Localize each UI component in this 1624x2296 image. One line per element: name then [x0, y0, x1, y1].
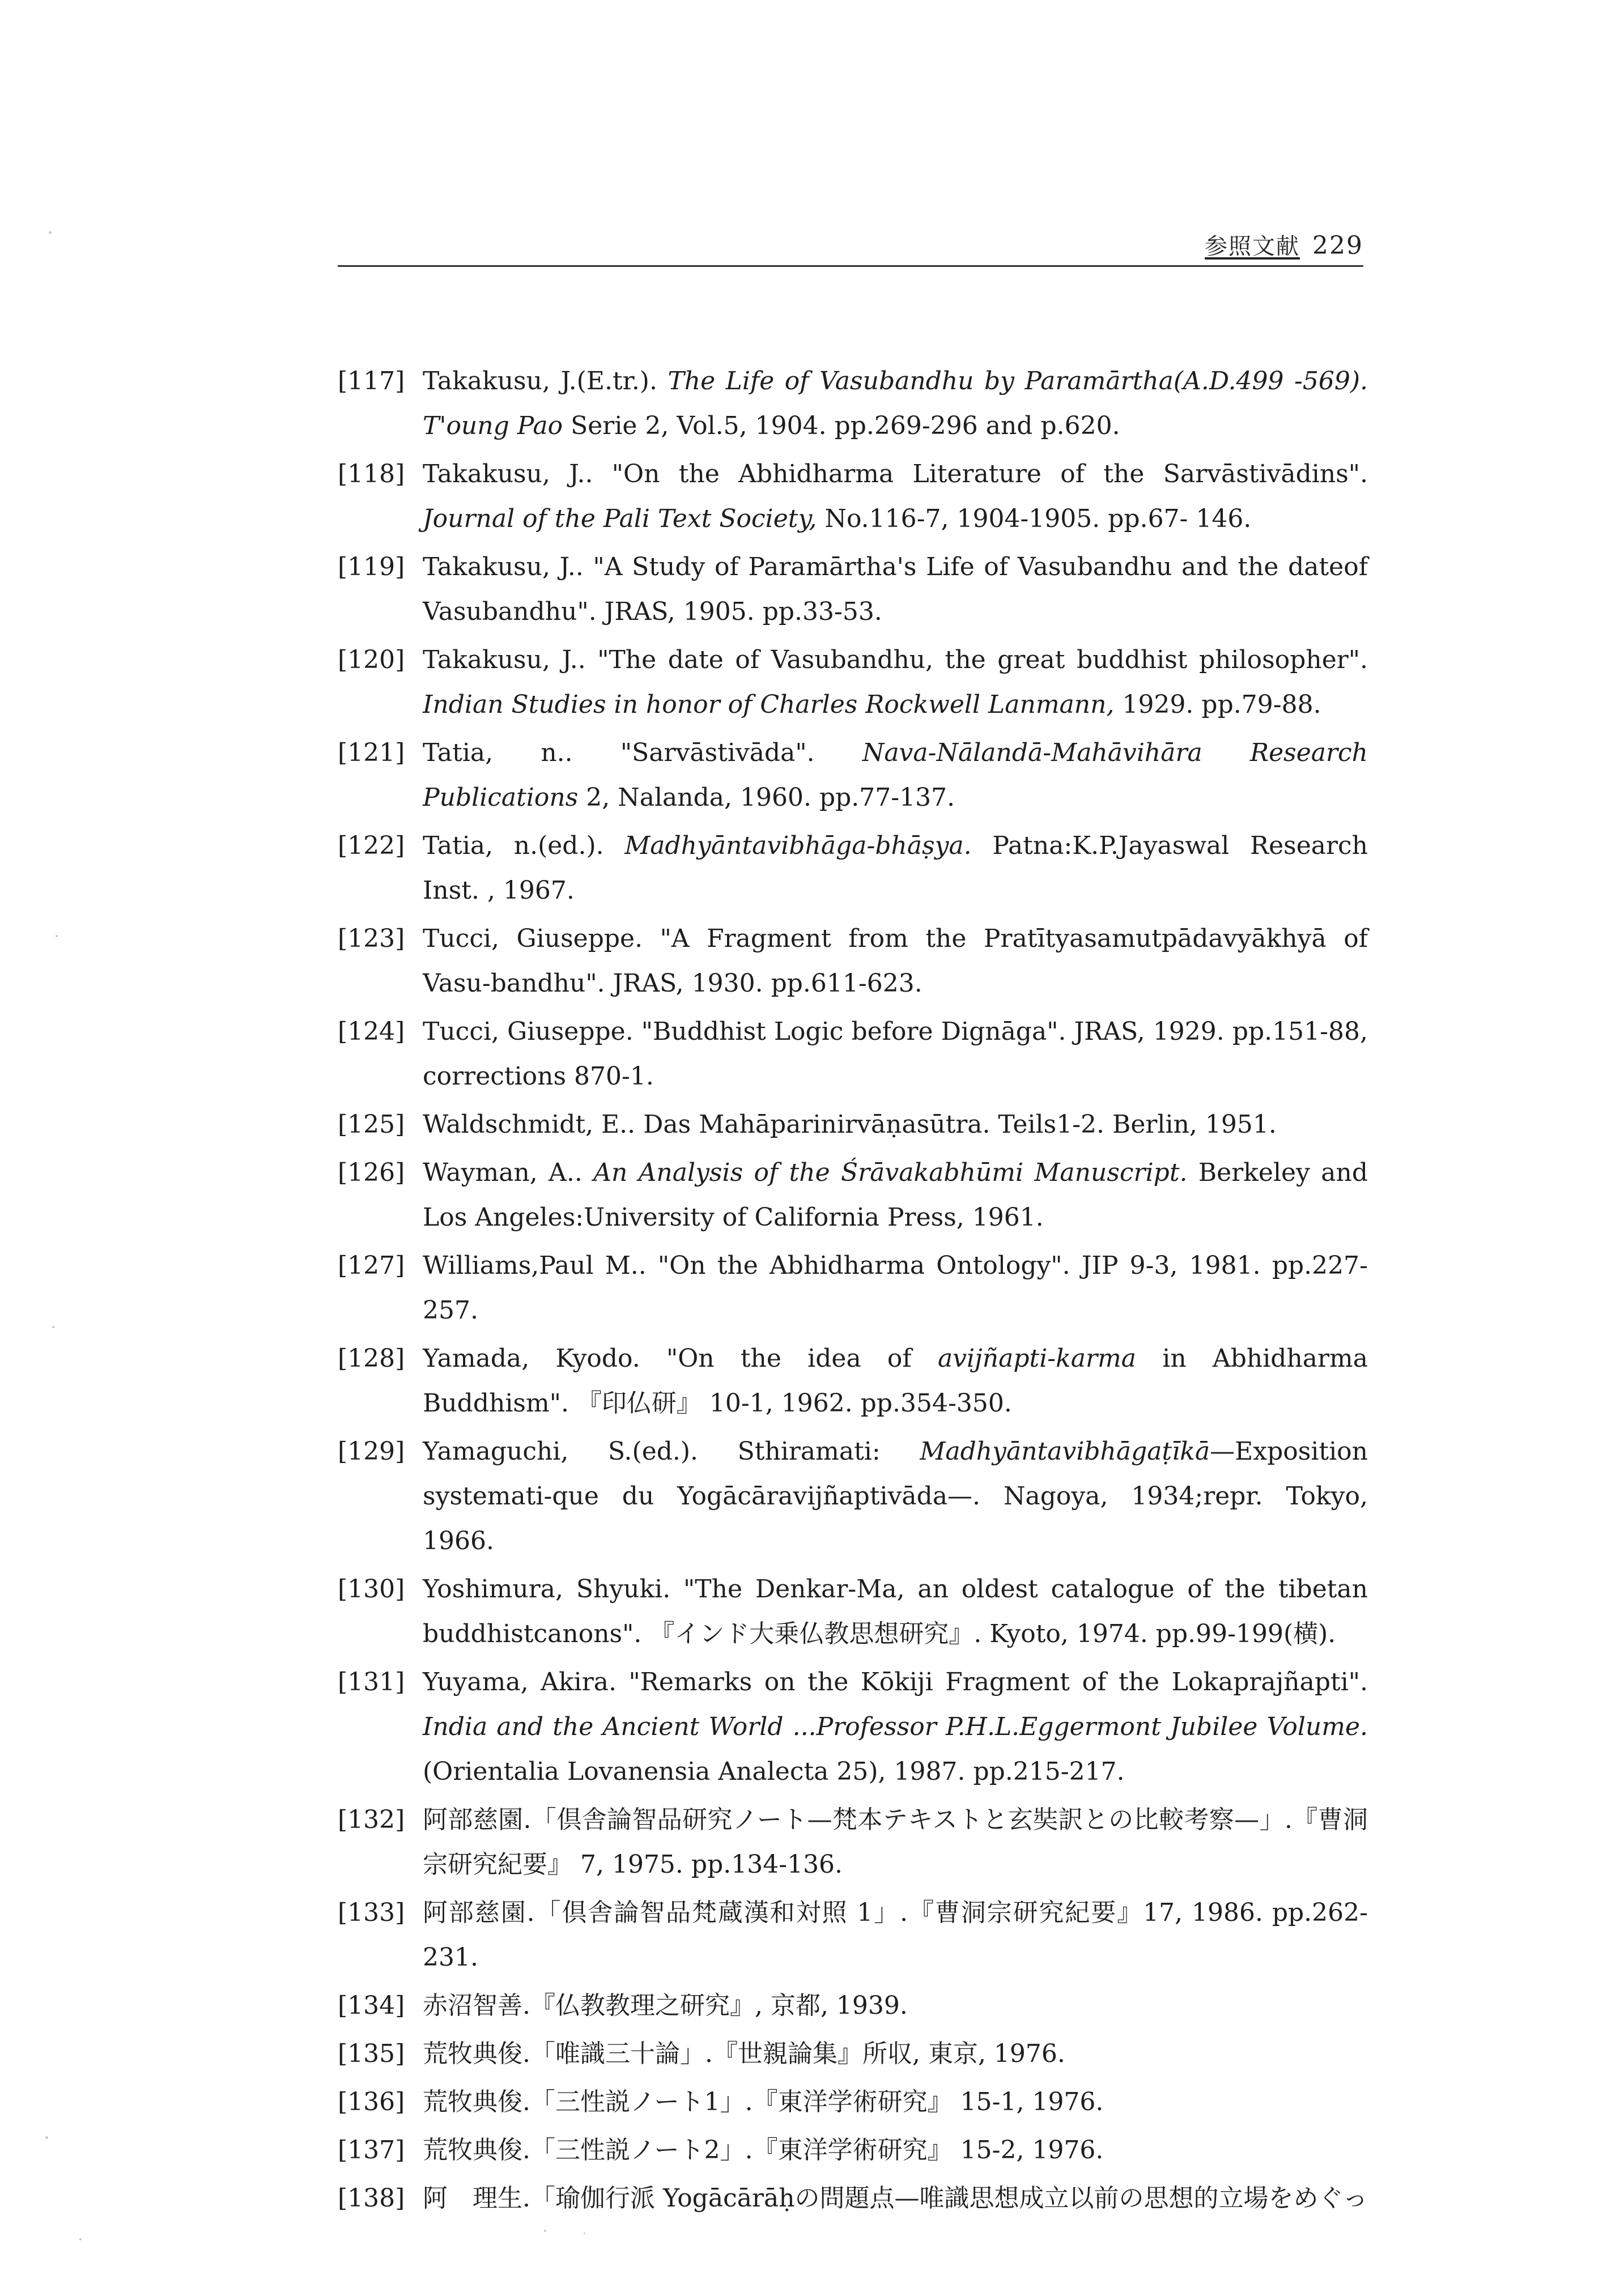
- entry-text: [423, 1009, 1368, 1099]
- scan-speck: [52, 1326, 54, 1328]
- entry-title-italic: An Analysis of the Śrāvakabhūmi Manuscript.: [593, 1158, 1188, 1187]
- entry-text-part: Tatia, n.. "Sarvāstivāda".: [423, 738, 862, 767]
- entry-number: [124]: [338, 1017, 405, 1046]
- bibliography-entry: [338, 1890, 1368, 1980]
- entry-number: [128]: [338, 1344, 405, 1373]
- entry-text: [423, 545, 1368, 634]
- bibliography-entry: [338, 1429, 1368, 1563]
- entry-text: [423, 1797, 1368, 1887]
- entry-text-part: in Abhidharma Buddhism". 『印仏研』 10-1, 1962. pp.354-350.: [423, 1344, 1368, 1418]
- entry-text-part: Tucci, Giuseppe. "A Fragment from the Pratītyasamutpādavyākhyā of Vasu-bandhu". JRAS, 1930. pp.611-623.: [423, 924, 1368, 998]
- entry-text-part: Waldschmidt, E.. Das Mahāparinirvāṇasūtra. Teils1-2. Berlin, 1951.: [423, 1110, 1277, 1139]
- entry-text-part: Patna:K.P.Jayaswal Research Inst. , 1967.: [423, 831, 1368, 905]
- entry-text: [423, 1983, 1368, 2028]
- entry-text: [423, 916, 1368, 1006]
- entry-number: [134]: [338, 1991, 405, 2020]
- entry-text: [423, 452, 1368, 541]
- entry-text: [423, 2176, 1368, 2221]
- entry-text: [423, 730, 1368, 820]
- bibliography-entry: [338, 637, 1368, 727]
- entry-text: [423, 1243, 1368, 1333]
- bibliography-entry: [338, 823, 1368, 913]
- bibliography-entry: [338, 916, 1368, 1006]
- entry-number: [120]: [338, 645, 405, 674]
- entry-number: [135]: [338, 2039, 405, 2068]
- entry-text-part: Wayman, A..: [423, 1158, 594, 1187]
- bibliography-entry: [338, 2080, 1368, 2124]
- entry-text: [423, 2031, 1368, 2076]
- bibliography-entry: [338, 2031, 1368, 2076]
- bibliography-entry: [338, 545, 1368, 634]
- running-head-text: [1205, 228, 1363, 261]
- entry-number: [131]: [338, 1668, 405, 1697]
- entry-text: [423, 1336, 1368, 1426]
- entry-text-part: Berkeley and Los Angeles:University of California Press, 1961.: [423, 1158, 1368, 1232]
- entry-text-part: 2, Nalanda, 1960. pp.77-137.: [578, 783, 955, 812]
- bibliography-entry: [338, 1150, 1368, 1240]
- entry-text: [423, 1102, 1368, 1147]
- bibliography-entry: [338, 1009, 1368, 1099]
- entry-text-part: Yamaguchi, S.(ed.). Sthiramati:: [423, 1437, 920, 1466]
- bibliography-entry: [338, 1567, 1368, 1656]
- entry-text: [423, 359, 1368, 448]
- entry-text: [423, 1660, 1368, 1794]
- entry-text-part: Takakusu, J.. "A Study of Paramārtha's Life of Vasubandhu and the dateof Vasubandhu". JRAS, 1905. pp.33-53.: [423, 552, 1368, 626]
- entry-text-part: 1929. pp.79-88.: [1114, 690, 1321, 719]
- entry-number: [117]: [338, 367, 405, 396]
- entry-text-part: Yuyama, Akira. "Remarks on the Kōkiji Fragment of the Lokaprajñapti".: [423, 1668, 1368, 1697]
- bibliography-entry: [338, 1102, 1368, 1147]
- bibliography-entry: [338, 1660, 1368, 1794]
- entry-number: [118]: [338, 460, 405, 488]
- entry-text-part: 赤沼智善.『仏教教理之研究』, 京都, 1939.: [423, 1991, 908, 2020]
- scan-speck: [79, 2238, 82, 2240]
- entry-title-italic: Madhyāntavibhāga-bhāṣya.: [624, 831, 972, 860]
- scan-speck: [49, 231, 52, 234]
- entry-text-part: Tatia, n.(ed.).: [423, 831, 625, 860]
- entry-text-part: 荒牧典俊.「三性説ノート1」.『東洋学術研究』 15-1, 1976.: [423, 2087, 1104, 2116]
- entry-number: [127]: [338, 1251, 405, 1280]
- entry-title-italic: The Life of Vasubandhu by Paramārtha(A.D.499 -569). T'oung Pao: [423, 367, 1368, 440]
- entry-text: [423, 1890, 1368, 1980]
- entry-text: [423, 2128, 1368, 2172]
- entry-number: [133]: [338, 1898, 405, 1927]
- bibliography-entry: [338, 1243, 1368, 1333]
- running-head: [338, 226, 1363, 267]
- entry-title-italic: Journal of the Pali Text Society,: [423, 504, 817, 533]
- bibliography-entry: [338, 1336, 1368, 1426]
- entry-number: [137]: [338, 2136, 405, 2165]
- entry-text-part: (Orientalia Lovanensia Analecta 25), 1987. pp.215-217.: [423, 1757, 1125, 1786]
- bibliography-entry: [338, 1797, 1368, 1887]
- entry-number: [122]: [338, 831, 405, 860]
- entry-text-part: Williams,Paul M.. "On the Abhidharma Ontology". JIP 9-3, 1981. pp.227- 257.: [423, 1251, 1368, 1325]
- entry-text: [423, 823, 1368, 913]
- entry-title-italic: Indian Studies in honor of Charles Rockwell Lanmann,: [423, 690, 1115, 719]
- section-title: 参照文献: [1205, 233, 1300, 260]
- entry-number: [123]: [338, 924, 405, 953]
- entry-text-part: Yoshimura, Shyuki. "The Denkar-Ma, an oldest catalogue of the tibetan buddhistcanons". 『インド大乗仏教思想研究』. Kyoto, 1974. pp.99-199(横).: [423, 1575, 1368, 1648]
- bibliography-entry: [338, 1983, 1368, 2028]
- entry-text-part: No.116-7, 1904-1905. pp.67- 146.: [817, 504, 1252, 533]
- scan-speck: [56, 935, 58, 937]
- scan-speck: [584, 2233, 585, 2234]
- entry-text-part: Takakusu, J.(E.tr.).: [423, 367, 668, 396]
- entry-text: [423, 637, 1368, 727]
- entry-text-part: 荒牧典俊.「三性説ノート2」.『東洋学術研究』 15-2, 1976.: [423, 2136, 1104, 2165]
- bibliography-list: [338, 359, 1368, 2224]
- page-number: 229: [1312, 231, 1363, 260]
- entry-number: [136]: [338, 2087, 405, 2116]
- entry-number: [129]: [338, 1437, 405, 1466]
- scan-speck: [45, 2136, 48, 2139]
- entry-number: [119]: [338, 552, 405, 581]
- entry-text-part: Serie 2, Vol.5, 1904. pp.269-296 and p.620.: [563, 411, 1120, 440]
- entry-text-part: Yamada, Kyodo. "On the idea of: [423, 1344, 938, 1373]
- bibliography-entry: [338, 452, 1368, 541]
- bibliography-entry: [338, 2128, 1368, 2172]
- entry-title-italic: avijñapti-karma: [937, 1344, 1137, 1373]
- entry-title-italic: India and the Ancient World ...Professor P.H.L.Eggermont Jubilee Volume.: [423, 1712, 1368, 1741]
- entry-number: [138]: [338, 2184, 405, 2213]
- bibliography-entry: [338, 359, 1368, 448]
- entry-number: [126]: [338, 1158, 405, 1187]
- entry-text-part: 阿部慈園.「倶舎論智品研究ノート—梵本テキストと玄奘訳との比較考察—」.『曹洞宗研究紀要』 7, 1975. pp.134-136.: [423, 1805, 1368, 1879]
- entry-number: [132]: [338, 1805, 405, 1834]
- entry-text: [423, 1429, 1368, 1563]
- entry-title-italic: Nava-Nālandā-Mahāvihāra Research Publications: [423, 738, 1368, 812]
- entry-text: [423, 2080, 1368, 2124]
- entry-text-part: 荒牧典俊.「唯識三十論」.『世親論集』所収, 東京, 1976.: [423, 2039, 1065, 2068]
- bibliography-entry: [338, 730, 1368, 820]
- entry-text-part: Tucci, Giuseppe. "Buddhist Logic before Dignāga". JRAS, 1929. pp.151-88, corrections 870-1.: [423, 1017, 1368, 1091]
- entry-text-part: Takakusu, J.. "The date of Vasubandhu, the great buddhist philosopher".: [423, 645, 1368, 674]
- entry-number: [121]: [338, 738, 405, 767]
- entry-number: [130]: [338, 1575, 405, 1604]
- entry-title-italic: Madhyāntavibhāgaṭīkā: [920, 1437, 1210, 1466]
- scan-speck: [544, 2230, 546, 2232]
- bibliography-entry: [338, 2176, 1368, 2221]
- entry-text-part: Takakusu, J.. "On the Abhidharma Literature of the Sarvāstivādins".: [423, 460, 1368, 488]
- entry-text-part: 阿 理生.「瑜伽行派 Yogācārāḥの問題点—唯識思想成立以前の思想的立場をめぐっ: [423, 2184, 1368, 2213]
- entry-number: [125]: [338, 1110, 405, 1139]
- entry-text: [423, 1150, 1368, 1240]
- entry-text: [423, 1567, 1368, 1656]
- entry-text-part: 阿部慈園.「倶舎論智品梵蔵漢和対照 1」.『曹洞宗研究紀要』17, 1986. pp.262- 231.: [423, 1898, 1368, 1972]
- entry-text-part: —Exposition systemati-que du Yogācāravijñaptivāda—. Nagoya, 1934;repr. Tokyo, 1966.: [423, 1437, 1368, 1555]
